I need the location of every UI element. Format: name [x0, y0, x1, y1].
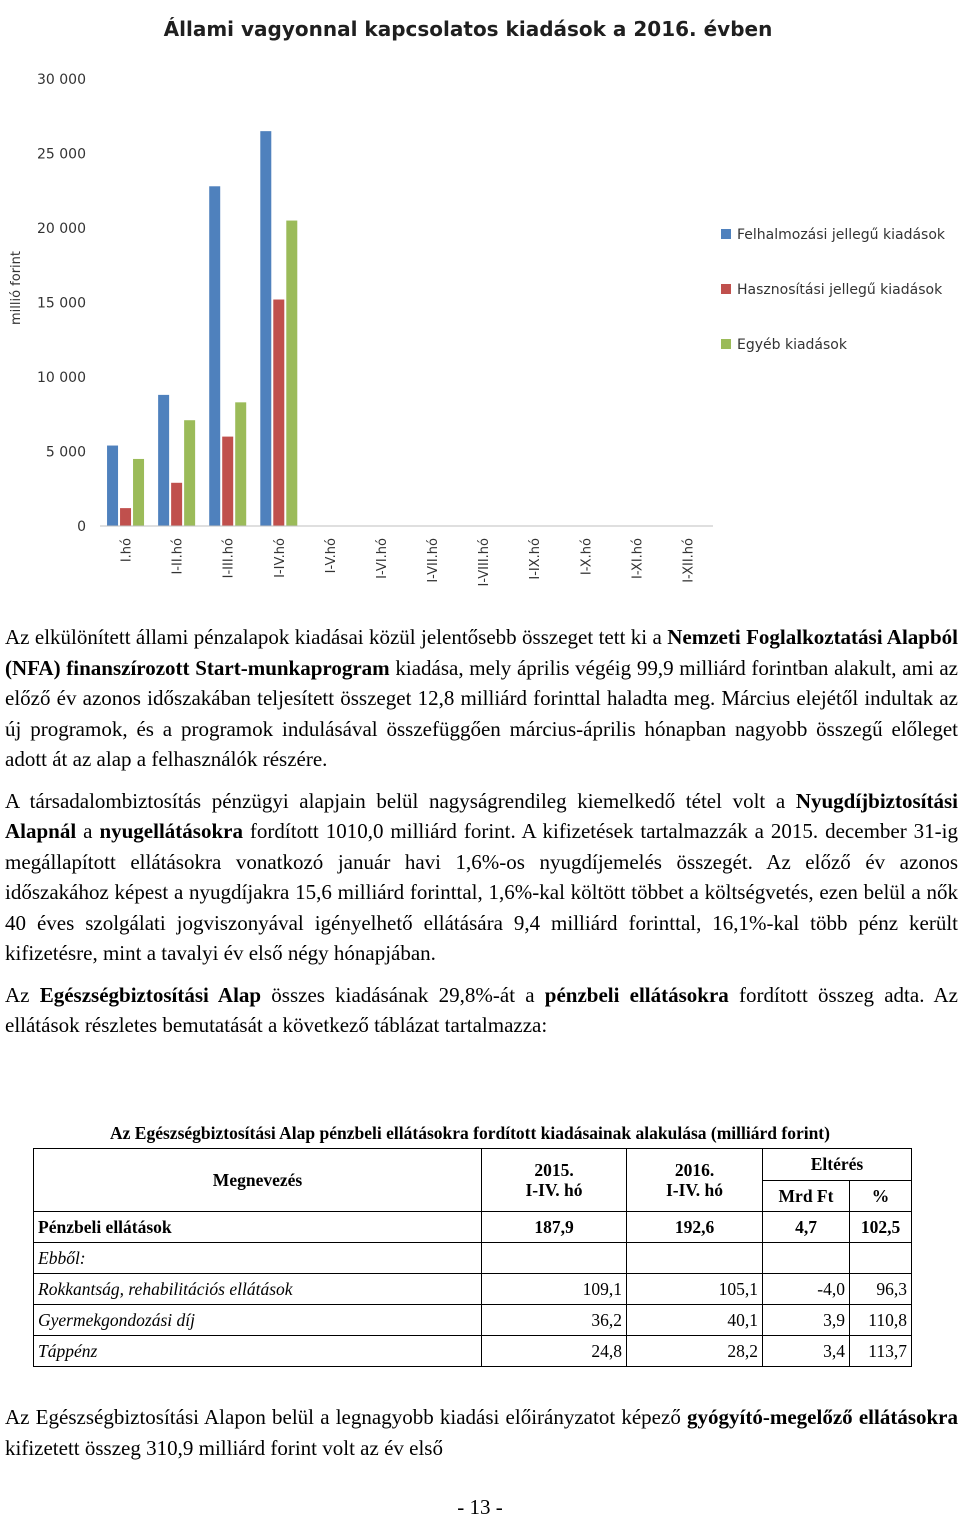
text-run: Az [5, 982, 40, 1007]
bar [133, 459, 144, 526]
row-name: Gyermekgondozási díj [34, 1305, 482, 1336]
total-pct: 102,5 [850, 1212, 912, 1243]
row-abs: -4,0 [763, 1274, 850, 1305]
cash-benefits-table [33, 1148, 912, 1367]
text-run: gyógyító-megelőző ellátásokra [687, 1405, 958, 1429]
row-2015: 24,8 [482, 1336, 627, 1367]
bar [222, 437, 233, 526]
legend-label: Hasznosítási jellegű kiadások [737, 282, 943, 298]
y-axis-label: millió forint [9, 250, 24, 326]
header-2016 [627, 1149, 763, 1212]
chart-title: Állami vagyonnal kapcsolatos kiadások a 2016. évben [163, 17, 773, 41]
total-2015: 187,9 [482, 1212, 627, 1243]
legend-swatch [721, 339, 731, 349]
legend-swatch [721, 229, 731, 239]
y-tick-label: 15 000 [37, 295, 86, 312]
row-pct: 96,3 [850, 1274, 912, 1305]
x-tick-label: I-IX.hó [528, 538, 544, 580]
bar [158, 395, 169, 526]
y-tick-label: 0 [77, 519, 86, 535]
table-header-row [34, 1149, 912, 1181]
bar [235, 402, 246, 526]
bar [273, 300, 284, 526]
bar [260, 131, 271, 526]
x-tick-label: I-V.hó [323, 538, 339, 574]
x-tick-label: I-IV.hó [272, 538, 288, 578]
y-tick-label: 5 000 [45, 444, 86, 461]
y-tick-label: 25 000 [37, 146, 86, 163]
x-tick-label: I-XI.hó [630, 538, 646, 579]
x-tick-label: I-VIII.hó [477, 538, 493, 587]
expenditure-bar-chart [0, 0, 960, 610]
header-2015 [482, 1149, 627, 1212]
page-number: - 13 - [457, 1495, 503, 1519]
text-run: A társadalombiztosítás pénzügyi alapjain belül nagyságrendileg kiemelkedő tétel volt a [5, 788, 796, 813]
text-run: kifizetett összeg 310,9 milliárd forint volt az év első [5, 1435, 443, 1460]
total-2016: 192,6 [627, 1212, 763, 1243]
text-block-top [5, 622, 958, 1041]
table-caption: Az Egészségbiztosítási Alap pénzbeli ellátásokra fordított kiadásainak alakulása (milliárd forint) [110, 1123, 830, 1143]
legend-swatch [721, 284, 731, 294]
text-run: Az elkülönített állami pénzalapok kiadásai közül jelentősebb összeget tett ki a [5, 625, 668, 649]
table-row [34, 1336, 912, 1367]
x-tick-label: I-VII.hó [426, 538, 442, 583]
bar [184, 420, 195, 526]
bar [286, 221, 297, 526]
text-run: a [76, 819, 100, 843]
legend-label: Felhalmozási jellegű kiadások [737, 227, 946, 243]
text-run: Nemzeti Foglalkoztatási Alapból (NFA) finanszírozott Start-munkaprogram [5, 625, 958, 680]
text-run: összes kiadásának 29,8%-át a [261, 982, 545, 1007]
paragraph-start-program [5, 622, 958, 775]
row-2016: 40,1 [627, 1305, 763, 1336]
text-run: Nyugdíjbiztosítási Alapnál [5, 788, 958, 843]
header-diff-abs: Mrd Ft [763, 1180, 850, 1212]
x-tick-label: I-II.hó [170, 538, 186, 575]
total-name: Pénzbeli ellátások [34, 1212, 482, 1243]
total-abs: 4,7 [763, 1212, 850, 1243]
legend-label: Egyéb kiadások [737, 337, 847, 353]
bar [120, 508, 131, 526]
row-2016: 105,1 [627, 1274, 763, 1305]
header-2015-year: 2015. [534, 1160, 574, 1180]
text-run: Az Egészségbiztosítási Alapon belül a legnagyobb kiadási előirányzatot képező [5, 1405, 688, 1429]
x-tick-label: I-VI.hó [374, 538, 390, 579]
row-name: Rokkantság, rehabilitációs ellátások [34, 1274, 482, 1305]
row-abs: 3,9 [763, 1305, 850, 1336]
legend [721, 227, 946, 353]
x-axis [100, 526, 713, 586]
row-2015: 36,2 [482, 1305, 627, 1336]
row-pct: 110,8 [850, 1305, 912, 1336]
header-name: Megnevezés [34, 1149, 482, 1212]
of-which-label: Ebből: [34, 1243, 482, 1274]
row-abs: 3,4 [763, 1336, 850, 1367]
row-2015: 109,1 [482, 1274, 627, 1305]
header-2015-period: I-IV. hó [525, 1180, 583, 1200]
paragraph-curative-care [5, 1402, 958, 1463]
text-run: Egészségbiztosítási Alap [39, 982, 262, 1007]
bar [171, 483, 182, 526]
x-tick-label: I-XII.hó [681, 538, 697, 583]
y-axis [37, 72, 86, 535]
bar [209, 186, 220, 526]
bars [107, 131, 297, 526]
row-pct: 113,7 [850, 1336, 912, 1367]
text-run: kiadása, mely április végéig 99,9 milliárd forintban alakult, ami az előző év azonos időszakában teljesített összeget 12,8 milliárd forinttal haladta meg. Március elejétől indultak az új programok, és a programok indulásával összefüggően március-április hónapban nagyobb összegű előleget adott át az alap a felhasználók részére. [5, 655, 959, 771]
table-row [34, 1305, 912, 1336]
header-diff-pct: % [850, 1180, 912, 1212]
x-tick-label: I-III.hó [221, 538, 237, 579]
y-tick-label: 10 000 [37, 370, 86, 386]
paragraph-health-fund [5, 980, 958, 1041]
header-2016-period: I-IV. hó [665, 1180, 724, 1200]
table-row-total [34, 1212, 912, 1243]
header-2016-year: 2016. [674, 1160, 715, 1180]
row-2016: 28,2 [627, 1336, 763, 1367]
x-tick-label: I-X.hó [579, 538, 595, 576]
text-run: pénzbeli ellátásokra [544, 982, 729, 1007]
x-tick-label: I.hó [119, 538, 135, 563]
text-run: nyugellátásokra [99, 819, 243, 843]
table-row [34, 1274, 912, 1305]
text-run: fordított 1010,0 milliárd forint. A kifizetések tartalmazzák a 2015. december 31-ig megállapított ellátásokra vonatkozó január havi 1,6%-os nyugdíjemelés összegét. Az előző év azonos időszakához képest a nyugdíjakra 15,6 milliárd forinttal, 1,6%-kal költött többet a költségvetés, ezen belül a nők 40 éves szolgálati jogviszonyával igényelhető ellátására 9,4 milliárd forinttal, 16,1%-kal több pénz került kifizetésre, mint a tavalyi év első négy hónapjában. [5, 819, 958, 965]
row-name: Táppénz [34, 1336, 482, 1367]
table-row-of-which [34, 1243, 912, 1274]
y-tick-label: 20 000 [37, 221, 86, 237]
bar [107, 446, 118, 526]
header-diff: Eltérés [763, 1149, 912, 1181]
text-run: fordított összeg adta. Az ellátások részletes bemutatását a következő táblázat tartalmazza: [5, 982, 958, 1037]
y-tick-label: 30 000 [37, 72, 86, 88]
paragraph-pension-fund [5, 786, 958, 969]
text-block-bottom [5, 1402, 958, 1463]
